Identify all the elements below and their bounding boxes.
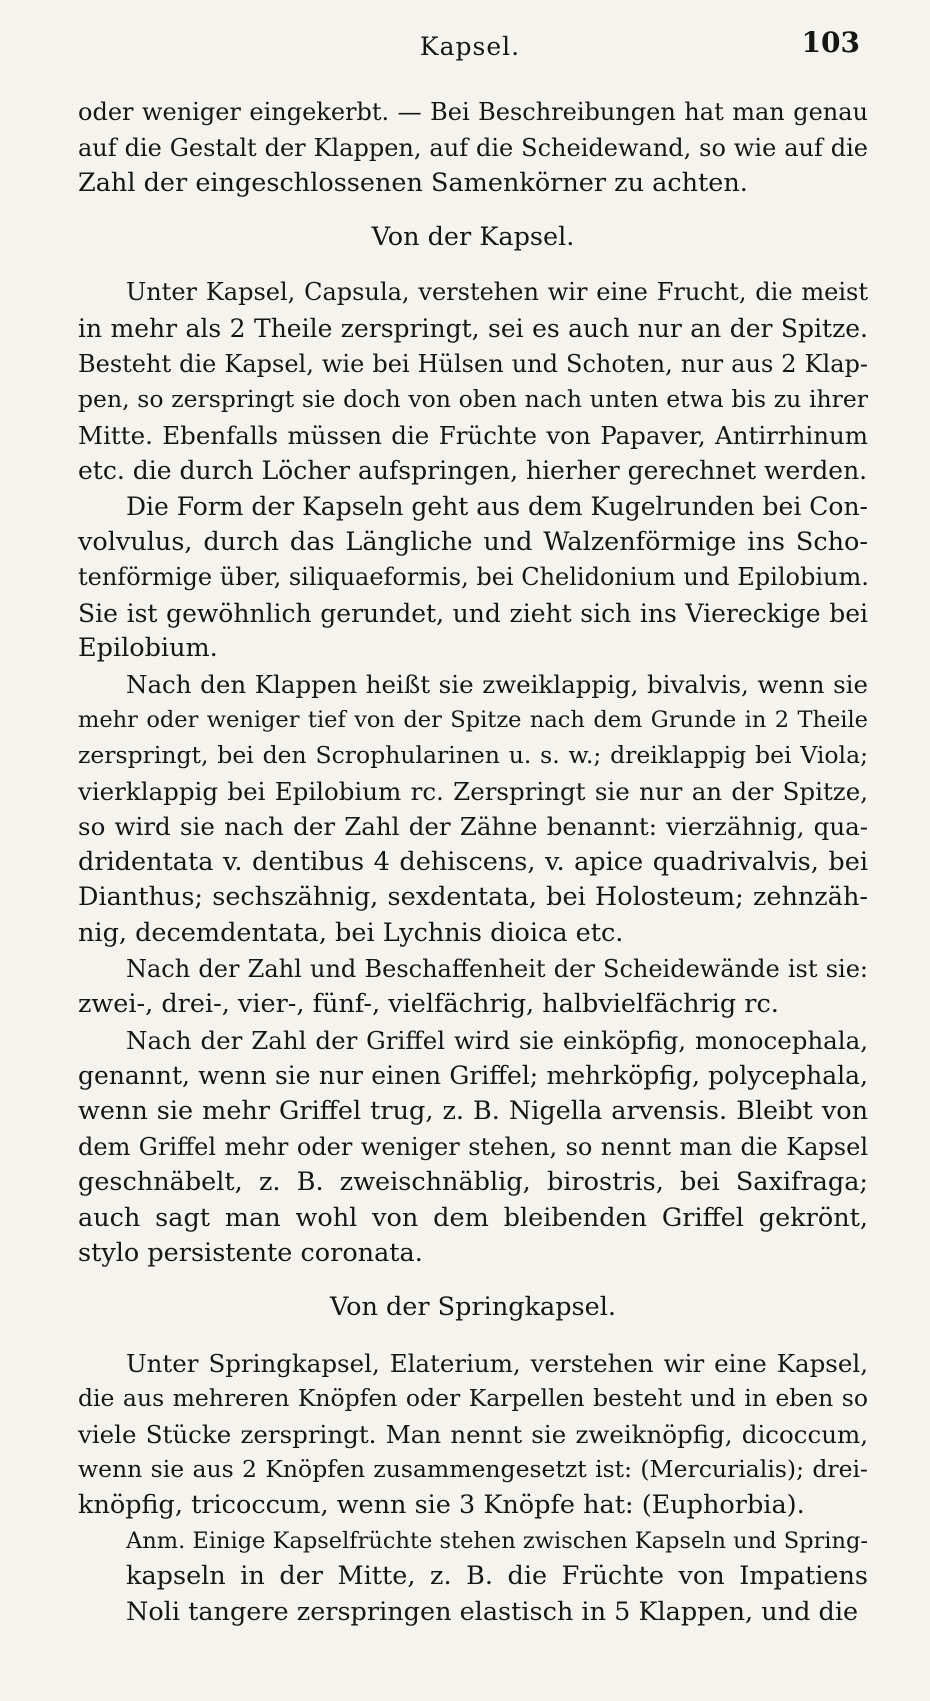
text-line: nig, decemdentata, bei Lychnis dioica etc.	[78, 918, 624, 949]
text-line: dridentata v. dentibus 4 dehiscens, v. apice quadrivalvis, bei	[78, 846, 868, 877]
section-heading-springkapsel: Von der Springkapsel.	[330, 1292, 616, 1322]
text-line: stylo persistente coronata.	[78, 1238, 423, 1269]
text-line: zerspringt, bei den Scrophularinen u. s. w.; dreiklappig bei Viola;	[78, 741, 868, 770]
text-line: etc. die durch Löcher aufspringen, hierher gerechnet werden.	[78, 456, 868, 486]
text-line: in mehr als 2 Theile zerspringt, sei es auch nur an der Spitze.	[78, 313, 868, 343]
note-line: Noli tangere zerspringen elastisch in 5 Klappen, und die	[126, 1596, 859, 1627]
text-line: volvulus, durch das Längliche und Walzenförmige ins Scho-	[78, 526, 868, 557]
section-heading-kapsel: Von der Kapsel.	[371, 221, 575, 252]
text-line: Unter Kapsel, Capsula, verstehen wir eine Frucht, die meist	[126, 278, 868, 307]
text-line: Mitte. Ebenfalls müssen die Früchte von Papaver, Antirrhinum	[78, 420, 868, 450]
text-line: dem Griffel mehr oder weniger stehen, so nennt man die Kapsel	[78, 1132, 868, 1161]
text-line: so wird sie nach der Zahl der Zähne benannt: vierzähnig, qua-	[78, 812, 868, 842]
text-line: Die Form der Kapseln geht aus dem Kugelrunden bei Con-	[126, 491, 868, 521]
text-line: geschnäbelt, z. B. zweischnäblig, birostris, bei Saxifraga;	[78, 1167, 868, 1198]
text-line: tenförmige über, siliquaeformis, bei Chelidonium und Epilobium.	[78, 563, 869, 592]
text-line: vierklappig bei Epilobium rc. Zerspringt sie nur an der Spitze,	[78, 776, 868, 806]
text-line: genannt, wenn sie nur einen Griffel; mehrköpfig, polycephala,	[78, 1061, 868, 1091]
body-text	[78, 95, 868, 1630]
text-line: Unter Springkapsel, Elaterium, verstehen wir eine Kapsel,	[126, 1348, 868, 1378]
text-line: wenn sie aus 2 Knöpfen zusammengesetzt ist: (Mercurialis); drei-	[78, 1455, 868, 1484]
text-line: Nach der Zahl und Beschaffenheit der Scheidewände ist sie:	[126, 954, 868, 983]
text-line: Besteht die Kapsel, wie bei Hülsen und Schoten, nur aus 2 Klap-	[78, 349, 868, 378]
text-line: mehr oder weniger tief von der Spitze nach dem Grunde in 2 Theile	[78, 706, 868, 733]
text-line: die aus mehreren Knöpfen oder Karpellen besteht und in eben so	[78, 1384, 868, 1413]
text-line: oder weniger eingekerbt. — Bei Beschreibungen hat man genau	[78, 98, 868, 126]
text-line: pen, so zerspringt sie doch von oben nach unten etwa bis zu ihrer	[78, 385, 868, 414]
text-line: Epilobium.	[78, 633, 218, 664]
text-line: Dianthus; sechszähnig, sexdentata, bei Holosteum; zehnzäh-	[78, 882, 868, 913]
text-line: zwei-, drei-, vier-, fünf-, vielfächrig, halbvielfächrig rc.	[78, 989, 779, 1020]
text-line: wenn sie mehr Griffel trug, z. B. Nigella arvensis. Bleibt von	[78, 1096, 868, 1127]
text-line: knöpfig, tricoccum, wenn sie 3 Knöpfe hat: (Euphorbia).	[78, 1489, 805, 1520]
text-line: Zahl der eingeschlossenen Samenkörner zu achten.	[78, 168, 748, 199]
page-header	[80, 26, 860, 66]
page-number: 103	[801, 26, 860, 59]
text-line: auf die Gestalt der Klappen, auf die Scheidewand, so wie auf die	[78, 133, 868, 162]
note-line: kapseln in der Mitte, z. B. die Früchte von Impatiens	[126, 1561, 868, 1592]
running-head: Kapsel.	[419, 32, 521, 61]
text-line: Nach den Klappen heißt sie zweiklappig, bivalvis, wenn sie	[126, 669, 868, 699]
text-line: auch sagt man wohl von dem bleibenden Griffel gekrönt,	[78, 1202, 868, 1233]
note-line: Anm. Einige Kapselfrüchte stehen zwischen Kapseln und Spring-	[126, 1527, 868, 1554]
text-line: viele Stücke zerspringt. Man nennt sie zweiknöpfig, dicoccum,	[78, 1419, 868, 1449]
text-line: Nach der Zahl der Griffel wird sie einköpfig, monocephala,	[126, 1025, 868, 1055]
text-line: Sie ist gewöhnlich gerundet, und zieht sich ins Viereckige bei	[78, 598, 868, 628]
